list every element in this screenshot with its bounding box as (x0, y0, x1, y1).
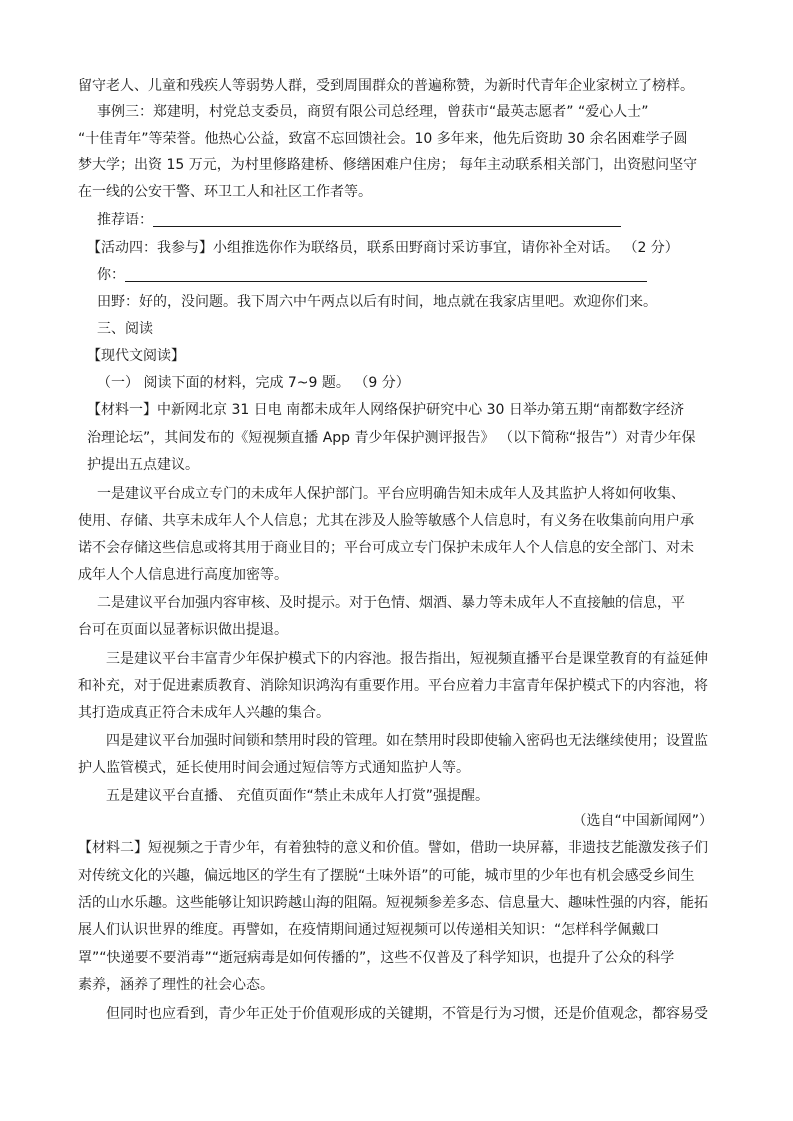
text-line: 一是建议平台成立专门的未成年人保护部门。平台应明确告知未成年人及其监护人将如何收集、 (97, 486, 685, 502)
source-citation: （选自“中国新闻网”） (572, 813, 713, 829)
text-line: 三是建议平台丰富青少年保护模式下的内容池。报告指出，短视频直播平台是课堂教育的有益延伸 (106, 651, 708, 667)
text-line: 【活动四：我参与】小组推选你作为联络员，联系田野商讨采访事宜，请你补全对话。 （2 分） (87, 240, 679, 256)
text-line: 成年人个人信息进行高度加密等。 (78, 567, 288, 583)
text-line: “十佳青年”等荣誉。他热心公益，致富不忘回馈社会。10 多年来，他先后资助 30 余名困难学子圆 (78, 131, 688, 147)
text-line: 活的山水乐趣。这些能够让知识跨越山海的阻隔。短视频参差多态、信息量大、趣味性强的内容，能拓 (78, 895, 708, 911)
text-line: 使用、存储、共享未成年人个人信息；尤其在涉及人脸等敏感个人信息时，有义务在收集前向用户承 (78, 513, 694, 529)
text-line: 【材料二】短视频之于青少年，有着独特的意义和价值。譬如，借助一块屏幕，非遗技艺能激发孩子们 (78, 840, 708, 856)
text-line: 在一线的公安干警、环卫工人和社区工作者等。 (78, 184, 372, 200)
text-line: 田野：好的，没问题。我下周六中午两点以后有时间，地点就在我家店里吧。欢迎你们来。 (97, 294, 657, 310)
text-line: 罩”“快递要不要消毒”“逝冠病毒是如何传播的”，这些不仅普及了科学知识，也提升了公众的科学 (78, 950, 675, 966)
dialogue-label: 你： (97, 267, 125, 283)
text-line: 治理论坛”，其间发布的《短视频直播 App 青少年保护测评报告》 （以下简称“报告”）对青少年保 (87, 430, 696, 446)
text-line: 台可在页面以显著标识做出提退。 (78, 622, 288, 638)
text-line: 梦大学；出资 15 万元，为村里修路建桥、修缮困难户住房； 每年主动联系相关部门，出资慰问坚守 (78, 157, 698, 173)
text-line: 其打造成真正符合未成年人兴趣的集合。 (78, 705, 330, 721)
text-line: 对传统文化的兴趣，偏远地区的学生有了摆脱“土味外语”的可能，城市里的少年也有机会感受乡间生 (78, 868, 695, 884)
question-intro: （一） 阅读下面的材料，完成 7~9 题。 （9 分） (97, 375, 410, 391)
text-line: 诺不会存储这些信息或将其用于商业目的；平台可成立专门保护未成年人个人信息的安全部门、对未 (78, 540, 694, 556)
dialogue-blank[interactable] (125, 267, 647, 282)
text-line: 五是建议平台直播、 充值页面作“禁止未成年人打赏”强提醒。 (106, 788, 489, 804)
text-line: 二是建议平台加强内容审核、及时提示。对于色情、烟酒、暴力等未成年人不直接触的信息，平 (97, 595, 685, 611)
text-line: 护人监管模式，延长使用时间会通过短信等方式通知监护人等。 (78, 760, 470, 776)
text-line: 四是建议平台加强时间锁和禁用时段的管理。如在禁用时段即使输入密码也无法继续使用；设置监 (106, 733, 708, 749)
recommendation-line (97, 210, 621, 230)
text-line: 事例三：郑建明，村党总支委员，商贸有限公司总经理，曾获市“最英志愿者” “爱心人士” (97, 104, 649, 120)
text-line: 【材料一】中新网北京 31 日电 南都未成年人网络保护研究中心 30 日举办第五期“南都数字经济 (87, 402, 685, 418)
section-heading: 三、阅读 (97, 321, 153, 337)
text-line: 素养，涵养了理性的社会心态。 (78, 977, 274, 993)
text-line: 展人们认识世界的维度。再譬如，在疫情期间通过短视频可以传递相关知识：“怎样科学佩戴口 (78, 922, 660, 938)
section-heading: 【现代文阅读】 (87, 348, 185, 364)
text-line: 留守老人、儿童和残疾人等弱势人群，受到周围群众的普遍称赞，为新时代青年企业家树立了榜样。 (78, 78, 694, 94)
text-line: 和补充，对于促进素质教育、消除知识鸿沟有重要作用。平台应着力丰富青年保护模式下的内容池，将 (78, 678, 708, 694)
dialogue-line (97, 265, 647, 285)
recommendation-blank[interactable] (153, 212, 621, 227)
text-line: 但同时也应看到，青少年正处于价值观形成的关键期，不管是行为习惯，还是价值观念，都容易受 (106, 1006, 708, 1022)
text-line: 护提出五点建议。 (87, 457, 199, 473)
recommendation-label: 推荐语： (97, 212, 153, 228)
